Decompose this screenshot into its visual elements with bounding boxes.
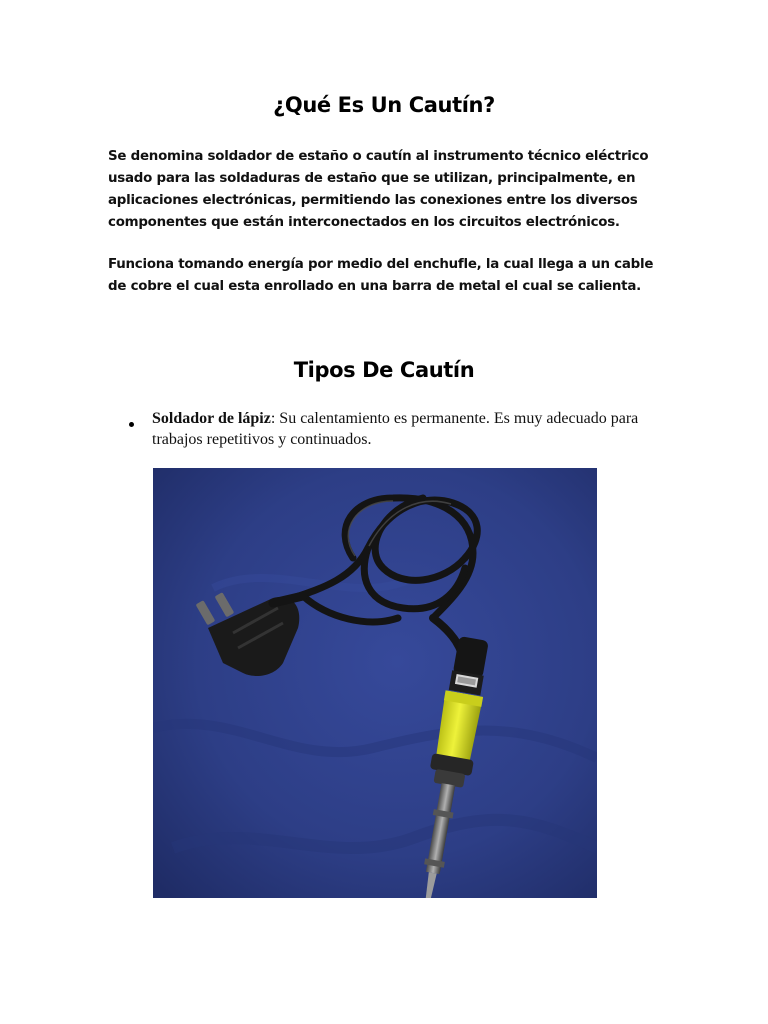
list-item-term: Soldador de lápiz: [152, 410, 271, 427]
page-title: ¿Qué Es Un Cautín?: [273, 93, 495, 117]
bullet-icon: [129, 422, 134, 427]
section-title: Tipos De Cautín: [293, 358, 475, 382]
function-paragraph: Funciona tomando energía por medio del enchufle, la cual llega a un cable de cobre el cual esta enrollado en una barra de metal el cual se calienta.: [108, 257, 654, 294]
list-item-description: : Su calentamiento es permanente. Es muy adecuado para trabajos repetitivos y continuados.: [152, 410, 639, 448]
intro-paragraph: Se denomina soldador de estaño o cautín al instrumento técnico eléctrico usado para las soldaduras de estaño que se utilizan, principalmente, en aplicaciones electrónicas, permitiendo las conexiones entre los diversos componentes que están interconectados en los circuitos electrónicos.: [108, 149, 649, 230]
list-item-text: [152, 408, 672, 450]
soldering-iron-illustration: [153, 468, 597, 898]
soldering-iron-photo: [153, 468, 597, 898]
